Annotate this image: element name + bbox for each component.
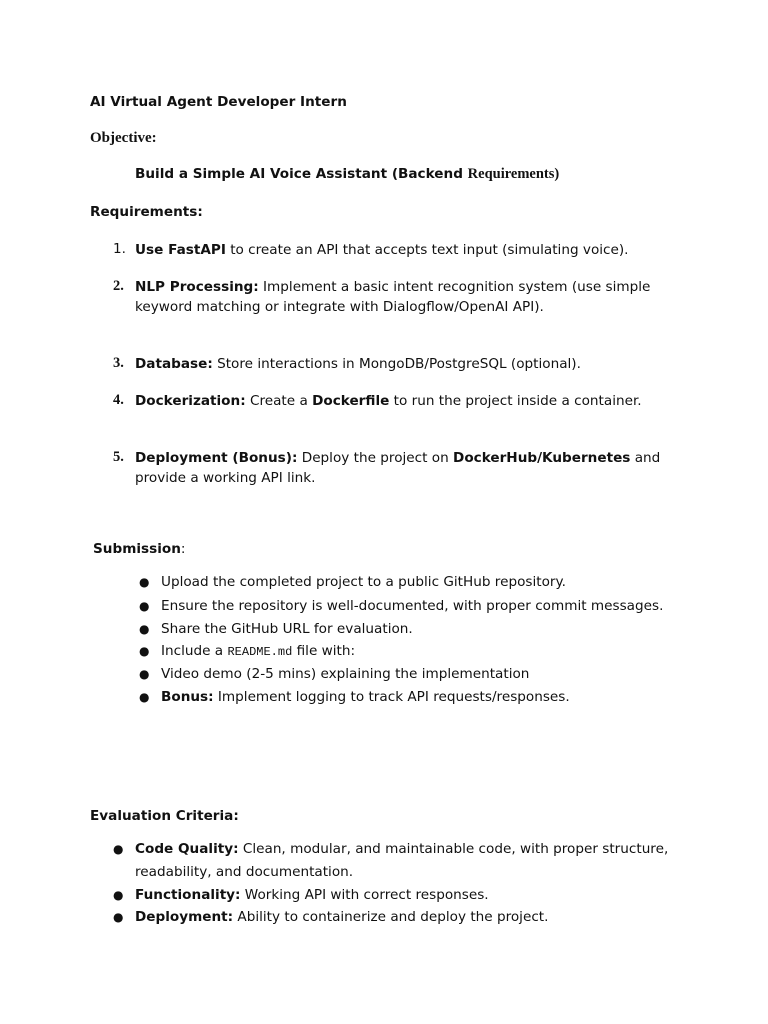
requirement-item xyxy=(135,277,695,317)
evaluation-bold: Deployment: xyxy=(135,909,234,925)
submission-item: Upload the completed project to a public GitHub repository. xyxy=(161,574,566,590)
bullet-icon: ● xyxy=(139,599,150,613)
objective-text-b: Requirements) xyxy=(467,166,560,182)
requirement-number: 4. xyxy=(113,392,124,408)
bullet-icon: ● xyxy=(139,644,150,658)
bullet-icon: ● xyxy=(139,667,150,681)
requirement-bold: Dockerization: xyxy=(135,393,246,409)
evaluation-item xyxy=(135,884,675,907)
requirement-bold: NLP Processing: xyxy=(135,279,259,295)
requirement-number: 5. xyxy=(113,449,124,465)
requirement-text-2: and provide a working API link. xyxy=(135,450,661,486)
requirement-text: to create an API that accepts text input (simulating voice). xyxy=(225,242,629,258)
requirement-number: 2. xyxy=(113,278,124,294)
requirement-text: Create a xyxy=(245,393,313,409)
evaluation-text: Ability to containerize and deploy the project. xyxy=(233,909,549,925)
readme-suffix: file with: xyxy=(292,643,356,659)
submission-item: Share the GitHub URL for evaluation. xyxy=(161,621,413,637)
requirement-item xyxy=(135,240,695,260)
requirements-heading: Requirements: xyxy=(90,204,203,220)
requirement-item xyxy=(135,354,695,374)
requirement-text: Deploy the project on xyxy=(297,450,454,466)
objective-heading: Objective: xyxy=(90,130,157,146)
requirement-item xyxy=(135,448,695,488)
document-title: AI Virtual Agent Developer Intern xyxy=(90,94,347,110)
evaluation-text: Working API with correct responses. xyxy=(240,887,489,903)
bonus-text: Implement logging to track API requests/responses. xyxy=(213,689,570,705)
requirement-text-2: to run the project inside a container. xyxy=(389,393,642,409)
requirement-bold: Database: xyxy=(135,356,213,372)
requirement-item xyxy=(135,391,695,411)
requirement-bold-2: DockerHub/Kubernetes xyxy=(453,450,631,466)
objective-text xyxy=(135,166,559,183)
bullet-icon: ● xyxy=(139,622,150,636)
submission-item-readme xyxy=(161,643,355,659)
bullet-icon: ● xyxy=(139,575,150,589)
requirement-number: 1. xyxy=(113,241,126,257)
evaluation-text: Clean, modular, and maintainable code, with proper structure, readability, and documentation. xyxy=(135,841,669,880)
requirement-bold-2: Dockerfile xyxy=(312,393,390,409)
submission-heading-text: Submission xyxy=(93,541,181,557)
bullet-icon: ● xyxy=(113,888,124,902)
submission-item: Ensure the repository is well-documented, with proper commit messages. xyxy=(161,598,664,614)
bonus-bold: Bonus: xyxy=(161,689,214,705)
requirement-bold: Use FastAPI xyxy=(135,242,226,258)
objective-text-a: Build a Simple AI Voice Assistant (Backend xyxy=(135,166,468,182)
requirement-text: Implement a basic intent recognition system (use simple keyword matching or integrate with Dialogflow/OpenAI API). xyxy=(135,279,651,315)
evaluation-item xyxy=(135,906,675,929)
submission-heading xyxy=(93,541,185,557)
evaluation-bold: Code Quality: xyxy=(135,841,239,857)
bullet-icon: ● xyxy=(113,842,124,856)
bullet-icon: ● xyxy=(139,690,150,704)
submission-item-video: Video demo (2-5 mins) explaining the implementation xyxy=(161,666,530,682)
evaluation-bold: Functionality: xyxy=(135,887,241,903)
readme-prefix: Include a xyxy=(161,643,228,659)
bullet-icon: ● xyxy=(113,910,124,924)
evaluation-heading: Evaluation Criteria: xyxy=(90,808,239,824)
evaluation-item xyxy=(135,838,675,884)
requirement-number: 3. xyxy=(113,355,124,371)
requirement-text: Store interactions in MongoDB/PostgreSQL (optional). xyxy=(212,356,581,372)
submission-heading-colon: : xyxy=(180,541,186,557)
submission-item-bonus xyxy=(161,689,570,705)
readme-code: README.md xyxy=(227,645,293,659)
requirement-bold: Deployment (Bonus): xyxy=(135,450,298,466)
